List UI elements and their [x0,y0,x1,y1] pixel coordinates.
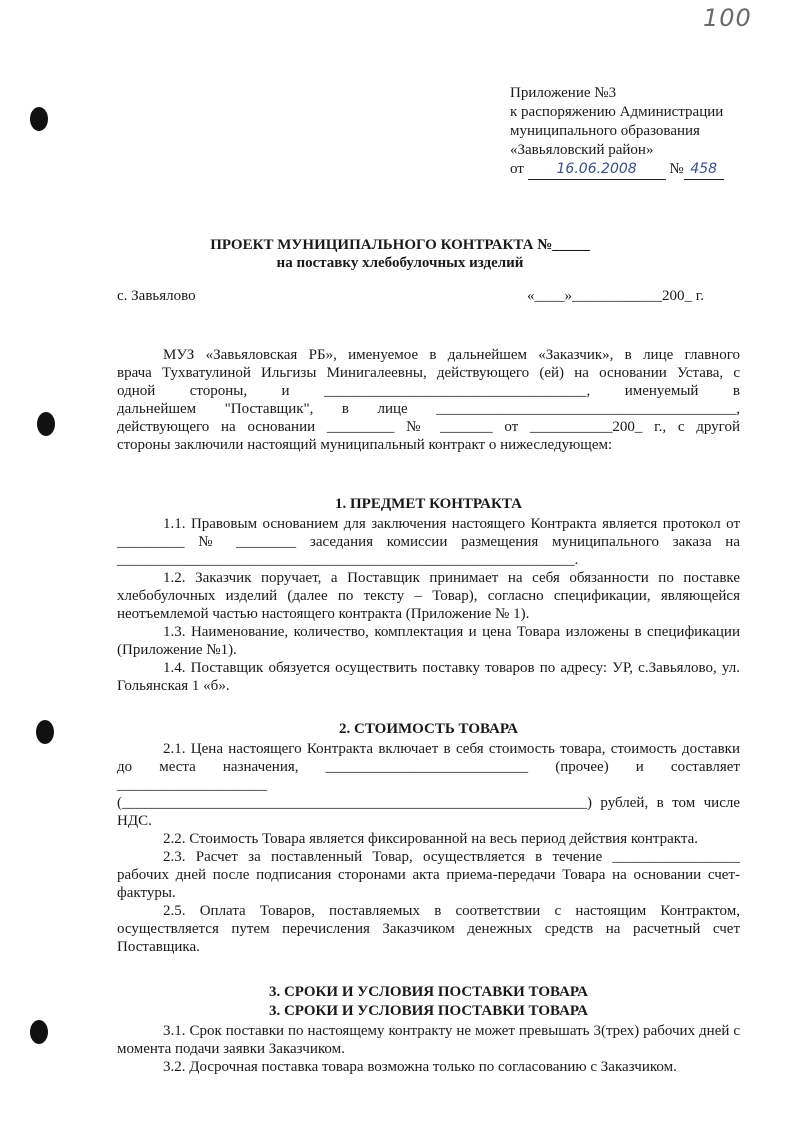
handwritten-number: 458 [684,160,724,180]
punch-hole [37,412,55,436]
handwritten-date: 16.06.2008 [528,160,666,180]
preamble-line: действующего на основании _________ № _______ от ___________200_ г., с другой [117,419,740,435]
clause-1-4: 1.4. Поставщик обязуется осуществить поставку товаров по адресу: УР, с.Завьялово, ул. Гольянская 1 «б». [117,660,740,694]
annex-line: «Завьяловский район» [510,142,654,158]
annex-line: муниципального образования [510,123,700,139]
section-3-body [117,1022,740,1076]
clause-2-3: 2.3. Расчет за поставленный Товар, осуществляется в течение _________________ рабочих дней после подписания сторонами акта приема-передачи Товара на основании счет-фактуры. [117,849,740,901]
annex-line: к распоряжению Администрации [510,104,724,120]
clause-3-1: 3.1. Срок поставки по настоящему контракту не может превышать 3(трех) рабочих дней с момента подачи заявки Заказчиком. [117,1023,740,1057]
preamble-line: одной стороны, и ___________________________________, именуемый в [117,383,740,399]
annex-block [510,84,750,180]
clause-1-2: 1.2. Заказчик поручает, а Поставщик принимает на себя обязанности по поставке хлебобулочных изделий (далее по тексту – Товар), согласно спецификации, являющейся неотъемлемой частью настоящего контракта (Приложение № 1). [117,570,740,622]
preamble-line: стороны заключили настоящий муниципальный контракт о нижеследующем: [117,437,613,453]
contract-title [120,236,680,272]
contract-date-blank: «____»____________200_ г. [527,288,704,304]
preamble-line: врача Тухватулиной Ильгизы Минигалеевны, действующего (ей) на основании Устава, с [117,365,740,381]
handwritten-page-number: 100 [703,4,752,32]
clause-1-3: 1.3. Наименование, количество, комплектация и цена Товара изложены в спецификации (Приложение №1). [117,624,740,658]
number-prefix: № [669,161,684,177]
punch-hole [36,720,54,744]
section-2-title: 2. СТОИМОСТЬ ТОВАРА [339,721,518,737]
punch-hole [30,1020,48,1044]
punch-hole [30,107,48,131]
section-3-title: 3. СРОКИ И УСЛОВИЯ ПОСТАВКИ ТОВАРА [268,984,589,1000]
section-1-title: 1. ПРЕДМЕТ КОНТРАКТА [335,496,522,512]
subtitle-line: на поставку хлебобулочных изделий [276,255,524,271]
clause-2-2: 2.2. Стоимость Товара является фиксированной на весь период действия контракта. [163,831,699,847]
preamble-line: дальнейшем "Поставщик", в лице ________________________________________, [117,401,740,417]
preamble-line: МУЗ «Завьяловская РБ», именуемое в дальнейшем «Заказчик», в лице главного [163,347,740,363]
title-line: ПРОЕКТ МУНИЦИПАЛЬНОГО КОНТРАКТА №_____ [210,237,590,253]
section-2-body [117,740,740,956]
annex-date-line [510,160,750,180]
date-prefix: от [510,161,524,177]
preamble [117,346,740,454]
section-3-title-repeat: 3. СРОКИ И УСЛОВИЯ ПОСТАВКИ ТОВАРА [268,1003,589,1019]
clause-2-1: 2.1. Цена настоящего Контракта включает в себя стоимость товара, стоимость доставки до места назначения, ___________________________ (прочее) и составляет ____________________ (______________________________________________________________) рублей, в том числе НДС. [117,741,740,829]
clause-3-2: 3.2. Досрочная поставка товара возможна только по согласованию с Заказчиком. [163,1059,677,1075]
section-1-body [117,515,740,695]
clause-2-5: 2.5. Оплата Товаров, поставляемых в соответствии с настоящим Контрактом, осуществляется путем перечисления Заказчиком денежных средств на расчетный счет Поставщика. [117,903,740,955]
place-of-signing: с. Завьялово [117,288,196,304]
clause-1-1: 1.1. Правовым основанием для заключения настоящего Контракта является протокол от _________ № ________ заседания комиссии размещения муниципального заказа на _____________________________________________________________. [117,516,740,568]
annex-line: Приложение №3 [510,85,617,101]
